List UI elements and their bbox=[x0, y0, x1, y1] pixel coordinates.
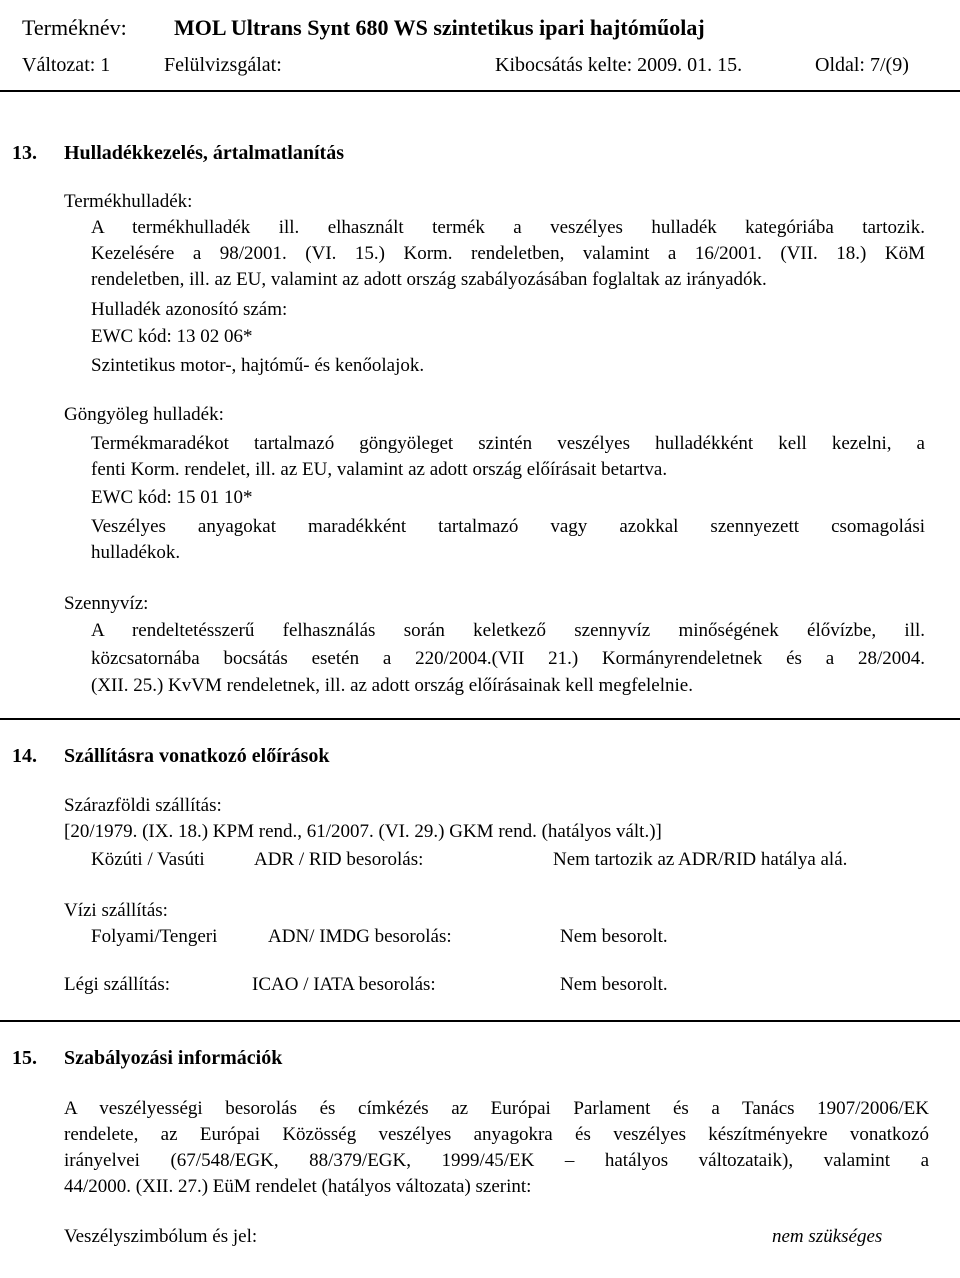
hazard-symbol-value: nem szükséges bbox=[772, 1226, 883, 1247]
regulation-para-line-2: rendelete, az Európai Közösség veszélyes anyagokra és veszélyes készítményekre vonatkozó bbox=[64, 1124, 929, 1145]
header-divider bbox=[0, 90, 960, 92]
hazard-symbol-label: Veszélyszimbólum és jel: bbox=[64, 1226, 258, 1247]
wastewater-line-3: (XII. 25.) KvVM rendeletnek, ill. az adott ország előírásainak kell megfelelnie. bbox=[91, 675, 693, 696]
section-13-number: 13. bbox=[12, 142, 37, 164]
product-label: Terméknév: bbox=[22, 15, 127, 40]
version: Változat: 1 bbox=[22, 54, 111, 76]
adn-imdg-label: ADN/ IMDG besorolás: bbox=[268, 926, 452, 947]
air-transport-label: Légi szállítás: bbox=[64, 974, 171, 995]
product-waste-line-1: A termékhulladék ill. elhasznált termék a veszélyes hulladék kategóriába tartozik. bbox=[91, 217, 925, 238]
section-13-divider bbox=[0, 718, 960, 720]
road-rail-label: Közúti / Vasúti bbox=[91, 849, 205, 870]
section-13-title: Hulladékkezelés, ártalmatlanítás bbox=[64, 142, 344, 164]
land-transport-regulation: [20/1979. (IX. 18.) KPM rend., 61/2007. (VI. 29.) GKM rend. (hatályos vált.)] bbox=[64, 821, 662, 842]
icao-iata-value: Nem besorolt. bbox=[560, 974, 668, 995]
land-transport-label: Szárazföldi szállítás: bbox=[64, 795, 222, 816]
wastewater-line-1: A rendeltetésszerű felhasználás során keletkező szennyvíz minőségének élővízbe, ill. bbox=[91, 620, 925, 641]
product-name: MOL Ultrans Synt 680 WS szintetikus ipari hajtóműolaj bbox=[174, 15, 705, 40]
product-waste-label: Termékhulladék: bbox=[64, 191, 193, 212]
packaging-waste-label: Göngyöleg hulladék: bbox=[64, 404, 224, 425]
section-15-number: 15. bbox=[12, 1047, 37, 1069]
river-sea-label: Folyami/Tengeri bbox=[91, 926, 218, 947]
review-label: Felülvizsgálat: bbox=[164, 54, 282, 76]
section-15-title: Szabályozási információk bbox=[64, 1047, 283, 1069]
product-waste-line-3: rendeletben, ill. az EU, valamint az adott ország szabályozásában foglaltak az irányadók. bbox=[91, 269, 767, 290]
section-14-number: 14. bbox=[12, 745, 37, 767]
wastewater-line-2: közcsatornába bocsátás esetén a 220/2004.(VII 21.) Kormányrendeletnek és a 28/2004. bbox=[91, 648, 925, 669]
regulation-para-line-4: 44/2000. (XII. 27.) EüM rendelet (hatályos változata) szerint: bbox=[64, 1176, 532, 1197]
packaging-line-1: Termékmaradékot tartalmazó göngyöleget szintén veszélyes hulladékként kell kezelni, a bbox=[91, 433, 925, 454]
regulation-para-line-1: A veszélyességi besorolás és címkézés az Európai Parlament és a Tanács 1907/2006/EK bbox=[64, 1098, 929, 1119]
ewc-desc-1: Szintetikus motor-, hajtómű- és kenőolajok. bbox=[91, 355, 425, 376]
ewc-desc-2-line-1: Veszélyes anyagokat maradékként tartalmazó vagy azokkal szennyezett csomagolási bbox=[91, 516, 925, 537]
section-14-divider bbox=[0, 1020, 960, 1022]
product-waste-line-2: Kezelésére a 98/2001. (VI. 15.) Korm. rendeletben, valamint a 16/2001. (VII. 18.) KöM bbox=[91, 243, 925, 264]
ewc-desc-2-line-2: hulladékok. bbox=[91, 542, 181, 563]
page-number: Oldal: 7/(9) bbox=[815, 54, 909, 76]
waste-id-label: Hulladék azonosító szám: bbox=[91, 299, 288, 320]
issue-date: Kibocsátás kelte: 2009. 01. 15. bbox=[495, 54, 743, 76]
section-14-title: Szállításra vonatkozó előírások bbox=[64, 745, 330, 767]
wastewater-label: Szennyvíz: bbox=[64, 593, 149, 614]
regulation-para-line-3: irányelvei (67/548/EGK, 88/379/EGK, 1999/45/EK – hatályos változataik), valamint a bbox=[64, 1150, 929, 1171]
packaging-line-2: fenti Korm. rendelet, ill. az EU, valamint az adott ország előírásait betartva. bbox=[91, 459, 668, 480]
water-transport-label: Vízi szállítás: bbox=[64, 900, 168, 921]
ewc-code-2: EWC kód: 15 01 10* bbox=[91, 487, 253, 508]
adn-imdg-value: Nem besorolt. bbox=[560, 926, 668, 947]
adr-rid-value: Nem tartozik az ADR/RID hatálya alá. bbox=[553, 849, 848, 870]
icao-iata-label: ICAO / IATA besorolás: bbox=[252, 974, 436, 995]
adr-rid-label: ADR / RID besorolás: bbox=[254, 849, 424, 870]
ewc-code-1: EWC kód: 13 02 06* bbox=[91, 326, 253, 347]
